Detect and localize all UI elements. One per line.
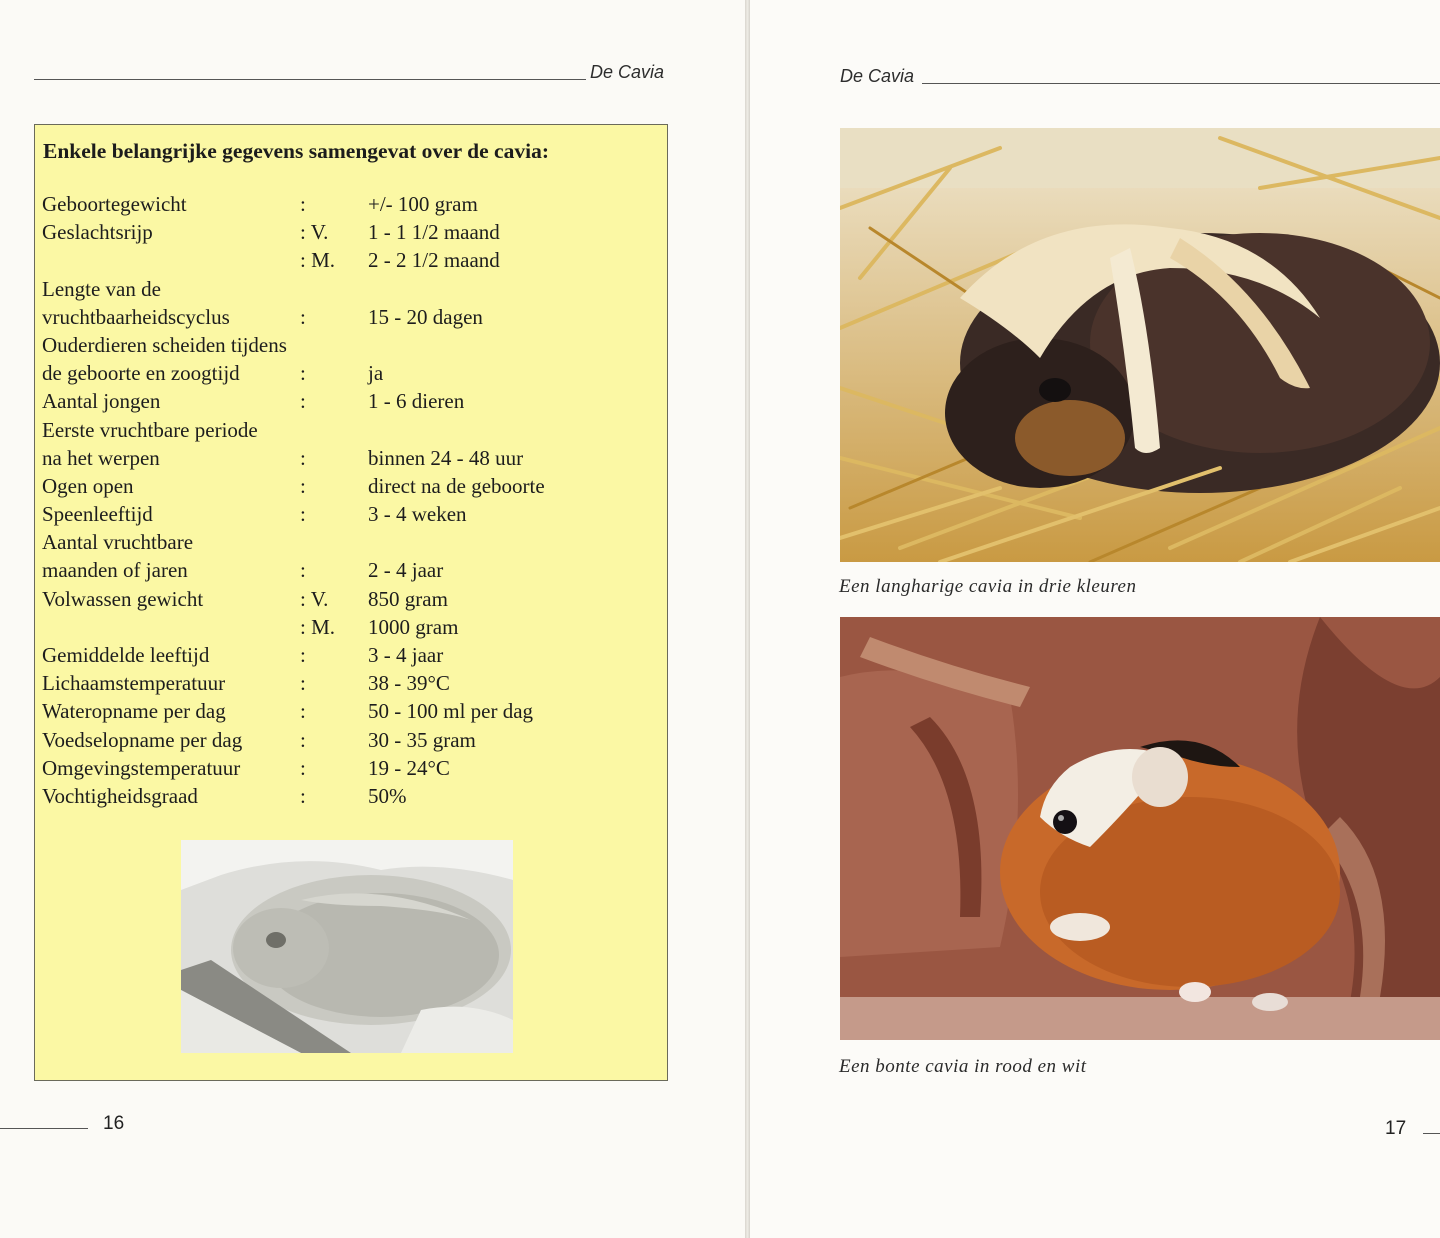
- row-separator: :: [300, 473, 306, 498]
- data-row: [42, 192, 652, 220]
- data-row: [42, 643, 652, 671]
- row-value: +/- 100 gram: [368, 192, 478, 216]
- row-separator: :: [300, 502, 306, 527]
- data-row: [42, 728, 652, 756]
- data-row: [42, 558, 652, 586]
- header-rule: [922, 83, 1440, 84]
- row-separator: :: [300, 699, 306, 724]
- data-row: [42, 530, 652, 558]
- row-value: 50 - 100 ml per dag: [368, 699, 534, 724]
- data-row: [42, 361, 652, 389]
- page-number: 16: [103, 1113, 125, 1134]
- row-separator: : M.: [300, 614, 336, 639]
- footer-rule: [1423, 1133, 1440, 1134]
- row-separator: : V.: [300, 220, 329, 245]
- row-value: 1 - 1 1/2 maand: [368, 220, 500, 245]
- row-label: Aantal jongen: [42, 389, 161, 414]
- row-separator: :: [300, 558, 306, 583]
- data-row: [42, 277, 652, 305]
- row-value: direct na de geboorte: [368, 473, 545, 498]
- row-value: 3 - 4 weken: [368, 502, 467, 527]
- data-row: [42, 389, 652, 417]
- row-label: Aantal vruchtbare: [42, 530, 194, 555]
- row-label: vruchtbaarheidscyclus: [42, 304, 230, 329]
- data-row: [42, 671, 652, 699]
- data-row: [42, 502, 652, 530]
- row-separator: :: [300, 671, 306, 696]
- row-value: 3 - 4 jaar: [368, 643, 444, 667]
- caption-photo2: Een bonte cavia in rood en wit: [839, 1056, 1087, 1077]
- data-rows: [42, 192, 652, 812]
- row-separator: :: [300, 643, 306, 667]
- row-label: Volwassen gewicht: [42, 586, 204, 611]
- row-value: 30 - 35 gram: [368, 727, 476, 752]
- row-separator: :: [300, 361, 306, 386]
- right-page: [750, 0, 1440, 1238]
- row-value: 2 - 2 1/2 maand: [368, 248, 500, 273]
- page-number: 17: [1385, 1118, 1407, 1139]
- footer-rule: [0, 1128, 88, 1129]
- row-value: binnen 24 - 48 uur: [368, 445, 524, 470]
- longhair-guinea-pig-illustration: [840, 128, 1440, 562]
- row-label: Gemiddelde leeftijd: [42, 643, 210, 667]
- caption-photo1: Een langharige cavia in drie kleuren: [839, 576, 1137, 597]
- row-separator: :: [300, 783, 306, 808]
- row-label: Ogen open: [42, 473, 134, 498]
- row-label: de geboorte en zoogtijd: [42, 361, 240, 386]
- data-row: [42, 305, 652, 333]
- row-value: 2 - 4 jaar: [368, 558, 444, 583]
- data-row: [42, 756, 652, 784]
- photo-longhair-guinea-pig: [840, 128, 1440, 562]
- data-row: [42, 220, 652, 248]
- data-row: [42, 784, 652, 812]
- row-value: 850 gram: [368, 586, 448, 611]
- row-label: Geboortegewicht: [42, 192, 187, 216]
- data-row: [42, 587, 652, 615]
- row-separator: :: [300, 304, 306, 329]
- row-label: Ouderdieren scheiden tijdens: [42, 332, 287, 357]
- row-label: Speenleeftijd: [42, 502, 153, 527]
- row-label: Lichaamstemperatuur: [42, 671, 226, 696]
- data-row: [42, 699, 652, 727]
- running-head: De Cavia: [840, 66, 915, 86]
- row-label: Vochtigheidsgraad: [42, 783, 198, 808]
- data-row: [42, 418, 652, 446]
- row-separator: :: [300, 389, 306, 414]
- guinea-pig-photo-grayscale: [181, 840, 513, 1053]
- header-rule: [34, 79, 586, 80]
- row-label: Wateropname per dag: [42, 699, 226, 724]
- row-separator: :: [300, 192, 306, 216]
- row-label: maanden of jaren: [42, 558, 188, 583]
- info-box: [34, 124, 668, 1081]
- photo-red-white-guinea-pig: [840, 617, 1440, 1040]
- data-row: [42, 615, 652, 643]
- row-label: Eerste vruchtbare periode: [42, 417, 258, 442]
- row-label: Geslachtsrijp: [42, 220, 153, 245]
- row-separator: :: [300, 727, 306, 752]
- data-row: [42, 446, 652, 474]
- row-value: 38 - 39°C: [368, 671, 450, 696]
- row-value: 1000 gram: [368, 614, 459, 639]
- row-label: Lengte van de: [42, 276, 161, 301]
- row-value: 50%: [368, 783, 407, 808]
- red-white-guinea-pig-illustration: [840, 617, 1440, 1040]
- row-label: Omgevingstemperatuur: [42, 755, 241, 780]
- data-row: [42, 248, 652, 276]
- row-separator: :: [300, 755, 306, 780]
- row-separator: :: [300, 445, 306, 470]
- box-title: Enkele belangrijke gegevens samengevat over de cavia:: [43, 139, 549, 163]
- row-label: na het werpen: [42, 445, 160, 470]
- row-value: 15 - 20 dagen: [368, 304, 483, 329]
- row-value: 19 - 24°C: [368, 755, 450, 780]
- data-row: [42, 333, 652, 361]
- guinea-pig-illustration: [181, 840, 513, 1053]
- row-label: Voedselopname per dag: [42, 727, 243, 752]
- row-value: ja: [368, 361, 384, 386]
- row-separator: : V.: [300, 586, 329, 611]
- data-row: [42, 474, 652, 502]
- row-value: 1 - 6 dieren: [368, 389, 465, 414]
- running-head: De Cavia: [590, 62, 665, 82]
- row-separator: : M.: [300, 248, 336, 273]
